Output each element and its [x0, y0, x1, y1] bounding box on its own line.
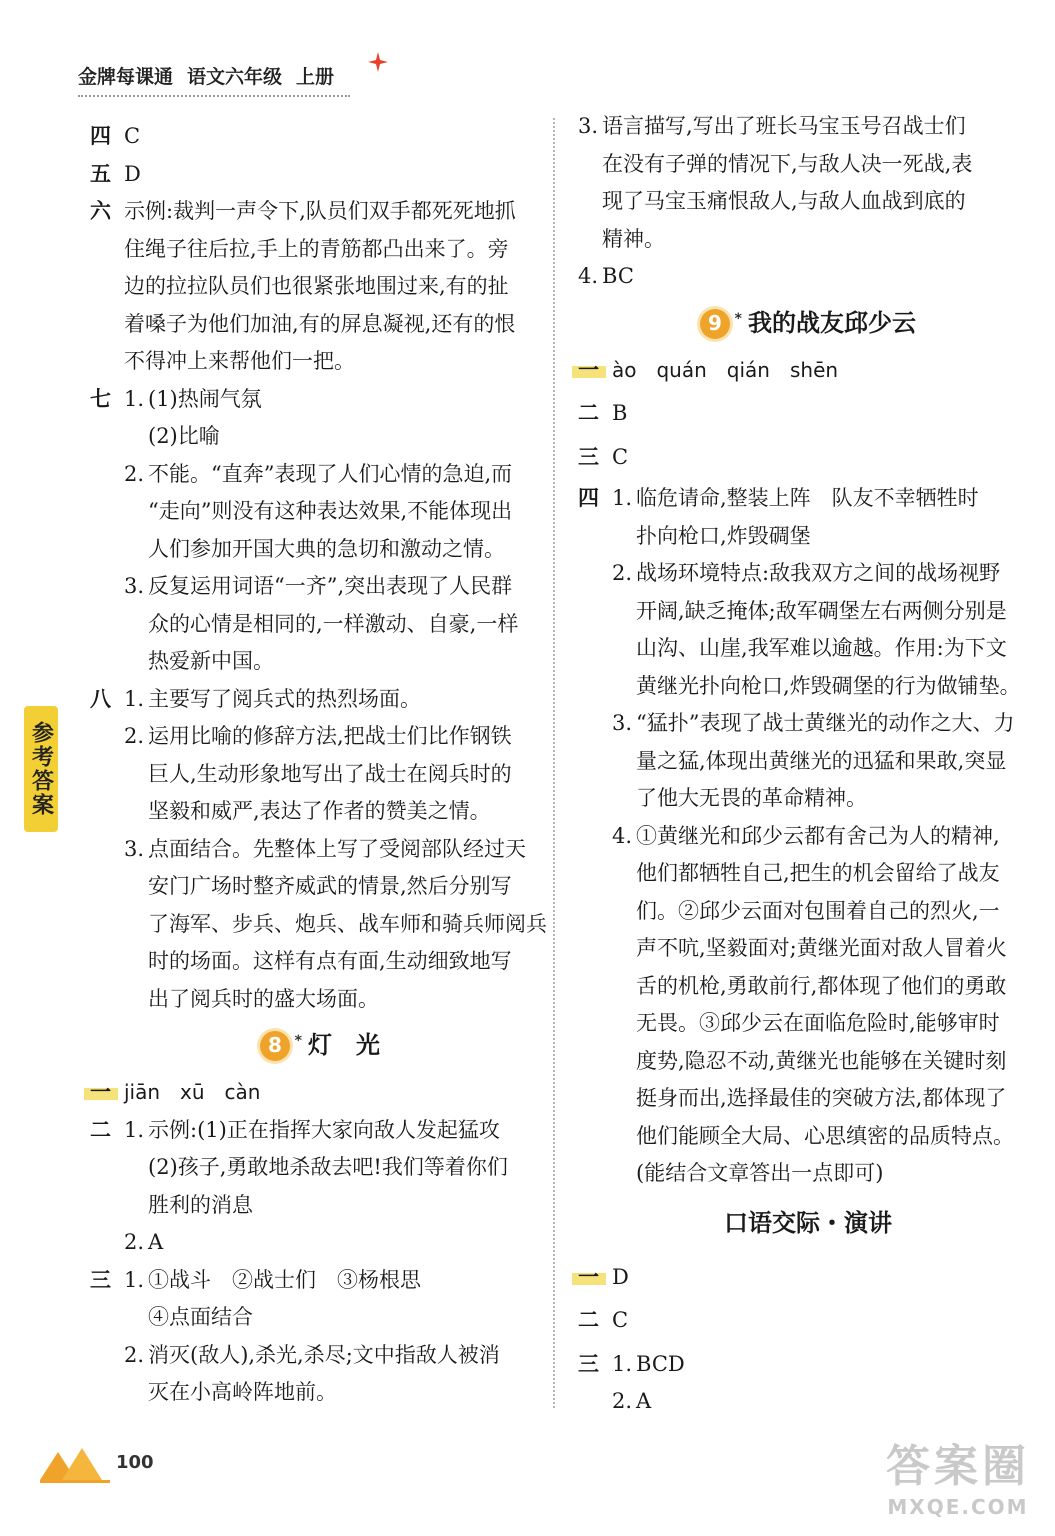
answer-line: 开阔,缺乏掩体;敌军碉堡左右两侧分别是 — [636, 598, 1007, 623]
pinyin-answer: jiān xū càn — [124, 1080, 261, 1104]
sub-answer — [612, 1346, 1038, 1384]
sub-number: 4. — [578, 264, 599, 288]
question-number: 二 — [578, 1308, 599, 1332]
answer-line: 不得冲上来帮他们一把。 — [124, 349, 355, 373]
answer-line: 边的拉拉队员们也很紧张地围过来,有的扯 — [124, 274, 509, 298]
sub-answer — [124, 568, 550, 681]
answer-line: 声不吭,坚毅面对;黄继光面对敌人冒着火 — [636, 936, 1007, 960]
answer-line: 主要写了阅兵式的热烈场面。 — [148, 686, 421, 711]
header-volume: 上册 — [296, 66, 335, 88]
answer-line: 不能。“直奔”表现了人们心情的急迫,而 — [148, 461, 513, 486]
page-number: 100 — [116, 1452, 154, 1473]
answer-line: 安门广场时整齐威武的情景,然后分别写 — [148, 874, 512, 898]
answer-line: 出了阅兵时的盛大场面。 — [148, 986, 379, 1011]
sub-number: 1. — [124, 1267, 145, 1292]
sub-answer — [612, 480, 1038, 555]
answer-line: “走向”则没有这种表达效果,不能体现出 — [148, 499, 513, 523]
answer-line: A — [148, 1230, 164, 1254]
lesson8-question-2 — [90, 1112, 550, 1262]
question-number: 二 — [90, 1117, 111, 1142]
sub-answer — [612, 818, 1038, 1193]
answer-line: ④点面结合 — [148, 1305, 253, 1329]
question-number: 五 — [90, 161, 111, 186]
lesson-8-title — [90, 1018, 550, 1074]
sub-number: 1. — [612, 1351, 633, 1376]
sub-number: 3. — [578, 114, 599, 138]
answer-line: 临危请命,整装上阵 队友不幸牺牲时 — [636, 486, 979, 510]
answer-line: 了海军、步兵、炮兵、战车师和骑兵师阅兵 — [148, 911, 547, 936]
answer-line: 度势,隐忍不动,黄继光也能够在关键时刻 — [636, 1048, 1007, 1073]
question-number: 四 — [90, 124, 111, 148]
answer-line: 挺身而出,选择最佳的突破方法,都体现了 — [636, 1086, 1007, 1110]
answer-line: 在没有子弹的情况下,与敌人决一死战,表 — [602, 151, 973, 176]
sub-answer — [612, 705, 1038, 818]
lesson-number-badge: 9 * — [700, 309, 730, 339]
oral-question-3 — [578, 1346, 1038, 1421]
answer-line: 反复运用词语“一齐”,突出表现了人民群 — [148, 574, 513, 598]
question-number: 二 — [578, 401, 599, 425]
sub-number: 2. — [124, 461, 145, 486]
answer-line: 点面结合。先整体上写了受阅部队经过天 — [148, 836, 526, 861]
answer-line: A — [636, 1389, 652, 1413]
lesson8-question-1 — [90, 1074, 550, 1112]
answer-line: 了他大无畏的革命精神。 — [636, 786, 867, 810]
question-number: 三 — [90, 1267, 111, 1292]
sub-answer — [612, 555, 1038, 705]
sub-number: 1. — [124, 1117, 145, 1142]
answer-line: 灭在小高岭阵地前。 — [148, 1380, 337, 1404]
right-column — [578, 108, 1038, 1421]
question-number: 六 — [90, 199, 111, 223]
answer-line: BC — [602, 264, 634, 288]
lesson9-question-2 — [578, 395, 1038, 433]
sub-number: 4. — [612, 823, 633, 848]
oral-question-2 — [578, 1302, 1038, 1340]
answer-line: 现了马宝玉痛恨敌人,与敌人血战到底的 — [602, 189, 966, 213]
answer-line: 们。②邱少云面对包围着自己的烈火,一 — [636, 898, 1000, 923]
answer-text: C — [124, 124, 141, 148]
answer-line: “猛扑”表现了战士黄继光的动作之大、力 — [636, 711, 1015, 735]
sparkle-icon — [368, 52, 388, 72]
answer-line: 语言描写,写出了班长马宝玉号召战士们 — [602, 114, 966, 138]
question-4 — [90, 118, 550, 156]
answer-line: 人们参加开国大典的急切和激动之情。 — [148, 536, 505, 561]
side-tab-answers: 参考答案 — [24, 706, 58, 832]
sub-number: 1. — [124, 386, 145, 411]
question-number: 七 — [90, 386, 111, 411]
answer-line: 巨人,生动形象地写出了战士在阅兵时的 — [148, 761, 512, 786]
column-divider — [553, 118, 555, 1408]
header-subject: 语文六年级 — [187, 66, 283, 88]
answer-text: D — [124, 161, 141, 186]
answer-line: 他们都牺牲自己,把生的机会留给了战友 — [636, 861, 1000, 885]
question-6 — [90, 193, 550, 381]
sub-answer — [124, 681, 550, 719]
answer-line: ①黄继光和邱少云都有舍己为人的精神, — [636, 823, 1000, 848]
lesson8-question-3 — [90, 1262, 550, 1412]
answer-line: (2)比喻 — [148, 424, 220, 448]
sub-number: 3. — [124, 574, 145, 598]
answer-line: 量之猛,体现出黄继光的迅猛和果敢,突显 — [636, 748, 1007, 773]
answer-line: 他们能顾全大局、心思缜密的品质特点。 — [636, 1123, 1014, 1148]
question-number: 四 — [578, 486, 599, 510]
oral-question-1 — [578, 1259, 1038, 1297]
question-number: 三 — [578, 1351, 599, 1376]
lesson-title-text: 灯 光 — [308, 1031, 380, 1060]
answer-text: D — [612, 1264, 629, 1289]
header-brand: 金牌每课通 — [78, 66, 174, 88]
watermark-url: MXQE.COM — [887, 1495, 1029, 1519]
sub-number: 1. — [612, 486, 633, 510]
answer-text: B — [612, 401, 628, 425]
answer-line: 住绳子往后拉,手上的青筋都凸出来了。旁 — [124, 236, 509, 261]
answer-line: (能结合文章答出一点即可) — [636, 1161, 884, 1185]
answer-line: 黄继光扑向枪口,炸毁碉堡的行为做铺垫。 — [636, 673, 1021, 698]
sub-number: 2. — [124, 1230, 145, 1254]
answer-line: 众的心情是相同的,一样激动、自豪,一样 — [148, 611, 519, 636]
answer-line: 着嗓子为他们加油,有的屏息凝视,还有的恨 — [124, 311, 516, 336]
lesson9-question-3 — [578, 439, 1038, 477]
watermark-text: 答案圈 — [886, 1441, 1030, 1492]
answer-line: 坚毅和威严,表达了作者的赞美之情。 — [148, 799, 491, 823]
question-number: 一 — [90, 1074, 118, 1112]
sub-answer — [124, 381, 550, 456]
sub-number: 2. — [612, 561, 633, 585]
lesson-title-text: 我的战友邱少云 — [748, 308, 916, 337]
answer-line: 战场环境特点:敌我双方之间的战场视野 — [636, 561, 1001, 585]
question-number: 一 — [578, 352, 606, 390]
question-5 — [90, 156, 550, 194]
sub-answer — [124, 831, 550, 1019]
answer-line: 时的场面。这样有点有面,生动细致地写 — [148, 949, 512, 973]
lesson-9-title — [578, 296, 1038, 352]
answer-line: 示例:裁判一声令下,队员们双手都死死地抓 — [124, 199, 516, 223]
answer-line: 运用比喻的修辞方法,把战士们比作钢铁 — [148, 724, 512, 748]
answer-line: (1)热闹气氛 — [148, 386, 262, 411]
answer-line: (2)孩子,勇敢地杀敌去吧!我们等着你们 — [148, 1155, 508, 1179]
lesson9-question-4 — [578, 480, 1038, 1193]
sub-answer — [578, 108, 1038, 258]
question-number: 一 — [578, 1259, 606, 1297]
sub-number: 3. — [124, 836, 145, 861]
sub-answer — [578, 258, 1038, 296]
sub-answer — [124, 1337, 550, 1412]
sub-number: 2. — [124, 1342, 145, 1367]
lesson9-question-1 — [578, 352, 1038, 390]
answer-line: BCD — [636, 1351, 685, 1376]
sub-answer — [124, 1112, 550, 1225]
sub-number: 3. — [612, 711, 633, 735]
answer-line: 山沟、山崖,我军难以逾越。作用:为下文 — [636, 636, 1007, 660]
question-7 — [90, 381, 550, 681]
sub-number: 1. — [124, 686, 145, 711]
answer-line: 无畏。③邱少云在面临危险时,能够审时 — [636, 1011, 1000, 1035]
answer-text: C — [612, 1308, 629, 1332]
answer-line: 示例:(1)正在指挥大家向敌人发起猛攻 — [148, 1117, 500, 1142]
answer-line: 胜利的消息 — [148, 1192, 253, 1217]
sub-number: 2. — [124, 724, 145, 748]
lesson-number-badge: 8 * — [260, 1031, 290, 1061]
mountain-icon — [40, 1446, 110, 1486]
oral-communication-title: 口语交际・演讲 — [724, 1208, 892, 1237]
answer-line: 消灭(敌人),杀光,杀尽;文中指敌人被消 — [148, 1342, 500, 1367]
question-number: 八 — [90, 686, 111, 711]
sub-answer — [124, 1224, 550, 1262]
answer-line: 扑向枪口,炸毁碉堡 — [636, 523, 811, 548]
sub-answer — [612, 1383, 1038, 1421]
sub-answer — [124, 1262, 550, 1337]
left-column — [90, 118, 550, 1412]
question-number: 三 — [578, 444, 599, 469]
page-header — [78, 62, 350, 97]
question-8 — [90, 681, 550, 1019]
sub-answer — [124, 718, 550, 831]
sub-answer — [124, 456, 550, 569]
pinyin-answer: ào quán qián shēn — [612, 357, 839, 382]
answer-line: 精神。 — [602, 226, 665, 251]
answer-line: 舌的机枪,勇敢前行,都体现了他们的勇敢 — [636, 973, 1007, 998]
answer-text: C — [612, 444, 629, 469]
watermark — [868, 1440, 1048, 1530]
sub-number: 2. — [612, 1389, 633, 1413]
answer-line: 热爱新中国。 — [148, 649, 274, 673]
answer-line: ①战斗 ②战士们 ③杨根思 — [148, 1267, 421, 1292]
